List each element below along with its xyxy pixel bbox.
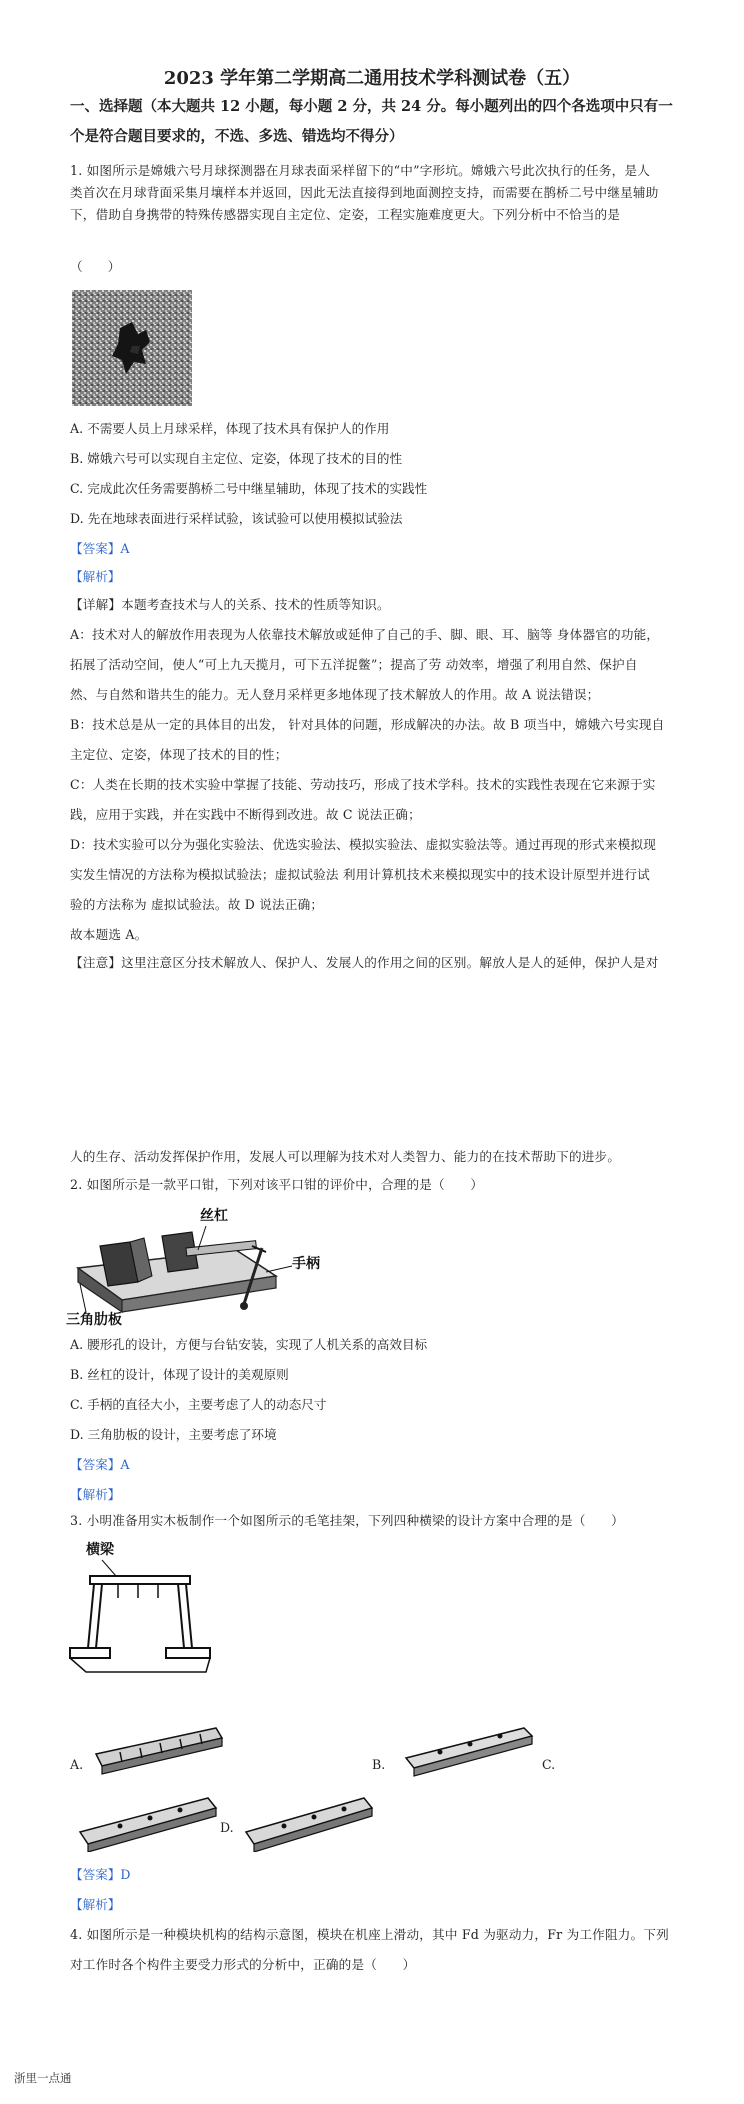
- q2-answer: 【答案】A: [70, 1457, 130, 1472]
- q2-analysis-label: 【解析】: [70, 1487, 121, 1502]
- q3-beam-d: [240, 1792, 380, 1852]
- q1-stem-line: 下，借助自身携带的特殊传感器实现自主定位、定姿，工程实施难度更大。下列分析中不恰当的是: [70, 207, 621, 222]
- label-handle: 手柄: [292, 1256, 320, 1272]
- q2-option-c: C. 手柄的直径大小，主要考虑了人的动态尺寸: [70, 1397, 327, 1412]
- q3-brush-rack-figure: [66, 1538, 216, 1678]
- q1-detail-line: 主定位、定姿，体现了技术的目的性；: [70, 747, 288, 762]
- q1-detail-line: 拓展了活动空间，使人“可上九天揽月，可下五洋捉鳖”；提高了劳 动效率，增强了利用自然、保护自: [70, 657, 638, 672]
- q3-beam-b: [400, 1722, 540, 1778]
- q4-stem: [70, 1920, 690, 1980]
- q3-option-a-letter: A.: [70, 1757, 84, 1772]
- section-heading-line: 一、选择题（本大题共 12 小题，每小题 2 分，共 24 分。每小题列出的四个各选项中只有一: [70, 98, 673, 115]
- q1-detail-line: B：技术总是从一定的具体目的出发， 针对具体的问题，形成解决的办法。故 B 项当中，嫦娥六号实现自: [70, 717, 665, 732]
- q1-detail-line: 实发生情况的方法称为模拟试验法；虚拟试验法 利用计算机技术来模拟现实中的技术设计原型并进行试: [70, 867, 650, 882]
- q1-detail-line: 验的方法称为 虚拟试验法。故 D 说法正确；: [70, 897, 324, 912]
- q2-stem: 2. 如图所示是一款平口钳，下列对该平口钳的评价中，合理的是（ ）: [70, 1177, 484, 1192]
- q1-option-a: A. 不需要人员上月球采样，体现了技术具有保护人的作用: [70, 421, 390, 436]
- section-heading-line: 个是符合题目要求的，不选、多选、错选均不得分）: [70, 128, 404, 145]
- label-rib: 三角肋板: [66, 1312, 122, 1326]
- q3-beam-c: [74, 1792, 224, 1852]
- q2-option-b: B. 丝杠的设计，体现了设计的美观原则: [70, 1367, 289, 1382]
- q1-detail-line: 【详解】本题考查技术与人的关系、技术的性质等知识。: [70, 597, 390, 612]
- q1-moon-crater-photo: [72, 290, 192, 406]
- q1-detail-line: 践，应用于实践，并在实践中不断得到改进。故 C 说法正确；: [70, 807, 421, 822]
- q2-option-a: A. 腰形孔的设计，方便与台钻安装，实现了人机关系的高效目标: [70, 1337, 428, 1352]
- page-title: 2023 学年第二学期高二通用技术学科测试卷（五）: [163, 68, 581, 89]
- label-screw: 丝杠: [200, 1208, 228, 1224]
- q1-stem-line: 类首次在月球背面采集月壤样本并返回，因此无法直接得到地面测控支持，而需要在鹊桥二号中继星辅助: [70, 185, 659, 200]
- q1-option-c: C. 完成此次任务需要鹊桥二号中继星辅助，体现了技术的实践性: [70, 481, 428, 496]
- q1-note: 【注意】这里注意区分技术解放人、保护人、发展人的作用之间的区别。解放人是人的延伸，保护人是对: [70, 955, 659, 970]
- q3-option-d-letter: D.: [220, 1820, 234, 1835]
- q4-stem-line: 4. 如图所示是一种模块机构的结构示意图，模块在机座上滑动，其中 Fd 为驱动力，Fr 为工作阻力。下列: [70, 1927, 669, 1942]
- q2-bench-vise-figure: [66, 1196, 326, 1326]
- q3-option-c-letter: C.: [542, 1757, 556, 1772]
- q3-stem: 3. 小明准备用实木板制作一个如图所示的毛笔挂架，下列四种横梁的设计方案中合理的是（ ）: [70, 1513, 624, 1528]
- q1-answer: 【答案】A: [70, 541, 130, 556]
- q1-detail-line: 故本题选 A。: [70, 927, 148, 942]
- q3-beam-a: [90, 1722, 230, 1778]
- q1-paren: （ ）: [70, 259, 121, 274]
- q1-option-b: B. 嫦娥六号可以实现自主定位、定姿，体现了技术的目的性: [70, 451, 403, 466]
- q1-detail: [70, 590, 690, 950]
- q1-detail-line: A：技术对人的解放作用表现为人依靠技术解放或延伸了自己的手、脚、眼、耳、脑等 身体器官的功能，: [70, 627, 660, 642]
- q1-stem-line: 1. 如图所示是嫦娥六号月球探测器在月球表面采样留下的“中”字形坑。嫦娥六号此次执行的任务，是人: [70, 163, 651, 178]
- q1-detail-line: C：人类在长期的技术实验中掌握了技能、劳动技巧，形成了技术学科。技术的实践性表现在它来源于实: [70, 777, 656, 792]
- q3-answer: 【答案】D: [70, 1867, 131, 1882]
- q1-note-continued: 人的生存、活动发挥保护作用，发展人可以理解为技术对人类智力、能力的在技术帮助下的进步。: [70, 1149, 621, 1164]
- q1-detail-line: 然、与自然和谐共生的能力。无人登月采样更多地体现了技术解放人的作用。故 A 说法错误；: [70, 687, 600, 702]
- q3-option-b-letter: B.: [372, 1757, 386, 1772]
- q1-stem: [70, 160, 690, 226]
- q1-analysis-label: 【解析】: [70, 569, 121, 584]
- page-footer: 浙里一点通: [14, 2071, 72, 2085]
- q1-detail-line: D：技术实验可以分为强化实验法、优选实验法、模拟实验法、虚拟实验法等。通过再现的形式来模拟现: [70, 837, 657, 852]
- q3-analysis-label: 【解析】: [70, 1897, 121, 1912]
- q2-option-d: D. 三角肋板的设计，主要考虑了环境: [70, 1427, 277, 1442]
- label-crossbeam: 横梁: [86, 1542, 114, 1558]
- q4-stem-line: 对工作时各个构件主要受力形式的分析中，正确的是（ ）: [70, 1957, 416, 1972]
- q1-option-d: D. 先在地球表面进行采样试验，该试验可以使用模拟试验法: [70, 511, 403, 526]
- section-heading: [70, 92, 690, 152]
